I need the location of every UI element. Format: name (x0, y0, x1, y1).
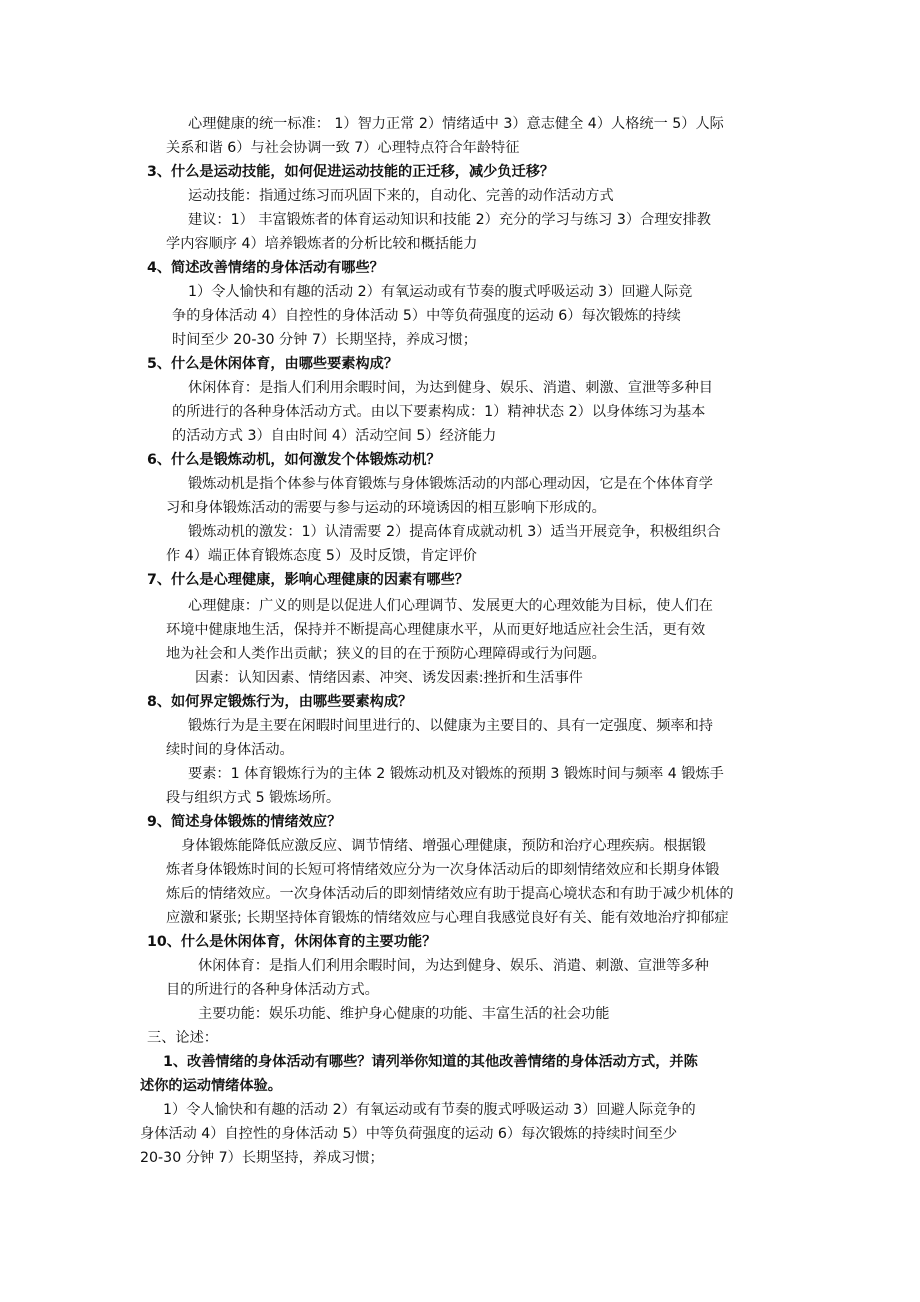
text-line: 20-30 分钟 7）长期坚持，养成习惯； (140, 1150, 384, 1166)
question-heading: 10、什么是休闲体育，休闲体育的主要功能？ (147, 934, 437, 950)
text-line: 关系和谐 6）与社会协调一致 7）心理特点符合年龄特征 (166, 140, 520, 156)
text-line: 心理健康：广义的则是以促进人们心理调节、发展更大的心理效能为目标，使人们在 (188, 598, 713, 614)
text-line: 身体锻炼能降低应激反应、调节情绪、增强心理健康，预防和治疗心理疾病。根据锻 (181, 838, 706, 854)
text-line: 要素：1 体育锻炼行为的主体 2 锻炼动机及对锻炼的预期 3 锻炼时间与频率 4 锻炼手 (188, 766, 724, 782)
text-line: 炼者身体锻炼时间的长短可将情绪效应分为一次身体活动后的即刻情绪效应和长期身体锻 (166, 862, 720, 878)
text-line: 锻炼动机是指个体参与体育锻炼与身体锻炼活动的内部心理动因，它是在个体体育学 (188, 476, 713, 492)
text-line: 锻炼行为是主要在闲暇时间里进行的、以健康为主要目的、具有一定强度、频率和持 (188, 718, 713, 734)
question-heading: 3、什么是运动技能，如何促进运动技能的正迁移，减少负迁移？ (147, 164, 555, 180)
question-heading: 9、简述身体锻炼的情绪效应？ (147, 814, 342, 830)
text-line: 主要功能：娱乐功能、维护身心健康的功能、丰富生活的社会功能 (198, 1006, 610, 1022)
text-line: 锻炼动机的激发：1）认清需要 2）提高体育成就动机 3）适当开展竞争，积极组织合 (188, 524, 721, 540)
text-line: 目的所进行的各种身体活动方式。 (166, 982, 379, 998)
text-line: 炼后的情绪效应。一次身体活动后的即刻情绪效应有助于提高心境状态和有助于减少机体的 (166, 886, 734, 902)
text-line: 因素：认知因素、情绪因素、冲突、诱发因素:挫折和生活事件 (195, 670, 583, 686)
text-line: 身体活动 4）自控性的身体活动 5）中等负荷强度的运动 6）每次锻炼的持续时间至少 (140, 1126, 678, 1142)
text-line: 建议：1） 丰富锻炼者的体育运动知识和技能 2）充分的学习与练习 3）合理安排教 (188, 212, 711, 228)
question-heading: 7、什么是心理健康，影响心理健康的因素有哪些？ (147, 572, 469, 588)
text-line: 心理健康的统一标准： 1）智力正常 2）情绪适中 3）意志健全 4）人格统一 5）人际 (188, 116, 724, 132)
text-line: 休闲体育：是指人们利用余暇时间，为达到健身、娱乐、消遣、刺激、宣泄等多种目 (188, 380, 713, 396)
question-heading: 1、改善情绪的身体活动有哪些？请列举你知道的其他改善情绪的身体活动方式，并陈 (163, 1054, 698, 1070)
question-heading: 述你的运动情绪体验。 (140, 1078, 282, 1094)
text-line: 的活动方式 3）自由时间 4）活动空间 5）经济能力 (172, 428, 497, 444)
question-heading: 6、什么是锻炼动机，如何激发个体锻炼动机？ (147, 452, 441, 468)
text-line: 段与组织方式 5 锻炼场所。 (166, 790, 341, 806)
text-line: 续时间的身体活动。 (166, 742, 294, 758)
text-line: 环境中健康地生活，保持并不断提高心理健康水平，从而更好地适应社会生活，更有效 (166, 622, 706, 638)
text-line: 争的身体活动 4）自控性的身体活动 5）中等负荷强度的运动 6）每次锻炼的持续 (172, 308, 681, 324)
text-line: 地为社会和人类作出贡献；狭义的目的在于预防心理障碍或行为问题。 (166, 646, 606, 662)
text-line: 运动技能：指通过练习而巩固下来的，自动化、完善的动作活动方式 (188, 188, 614, 204)
question-heading: 5、什么是休闲体育，由哪些要素构成？ (147, 356, 399, 372)
question-heading: 8、如何界定锻炼行为，由哪些要素构成？ (147, 694, 413, 710)
text-line: 应激和紧张; 长期坚持体育锻炼的情绪效应与心理自我感觉良好有关、能有效地治疗抑郁症 (166, 910, 729, 926)
text-line: 1）令人愉快和有趣的活动 2）有氧运动或有节奏的腹式呼吸运动 3）回避人际竞 (188, 284, 693, 300)
question-heading: 4、简述改善情绪的身体活动有哪些？ (147, 260, 384, 276)
text-line: 休闲体育：是指人们利用余暇时间，为达到健身、娱乐、消遣、刺激、宣泄等多种 (198, 958, 709, 974)
text-line: 作 4）端正体育锻炼态度 5）及时反馈，肯定评价 (166, 548, 477, 564)
text-line: 1）令人愉快和有趣的活动 2）有氧运动或有节奏的腹式呼吸运动 3）回避人际竞争的 (163, 1102, 696, 1118)
section-heading: 三、论述： (147, 1030, 218, 1046)
text-line: 学内容顺序 4）培养锻炼者的分析比较和概括能力 (166, 236, 478, 252)
text-line: 时间至少 20-30 分钟 7）长期坚持，养成习惯； (172, 332, 477, 348)
text-line: 习和身体锻炼活动的需要与参与运动的环境诱因的相互影响下形成的。 (166, 500, 606, 516)
text-line: 的所进行的各种身体活动方式。由以下要素构成：1）精神状态 2）以身体练习为基本 (172, 404, 706, 420)
